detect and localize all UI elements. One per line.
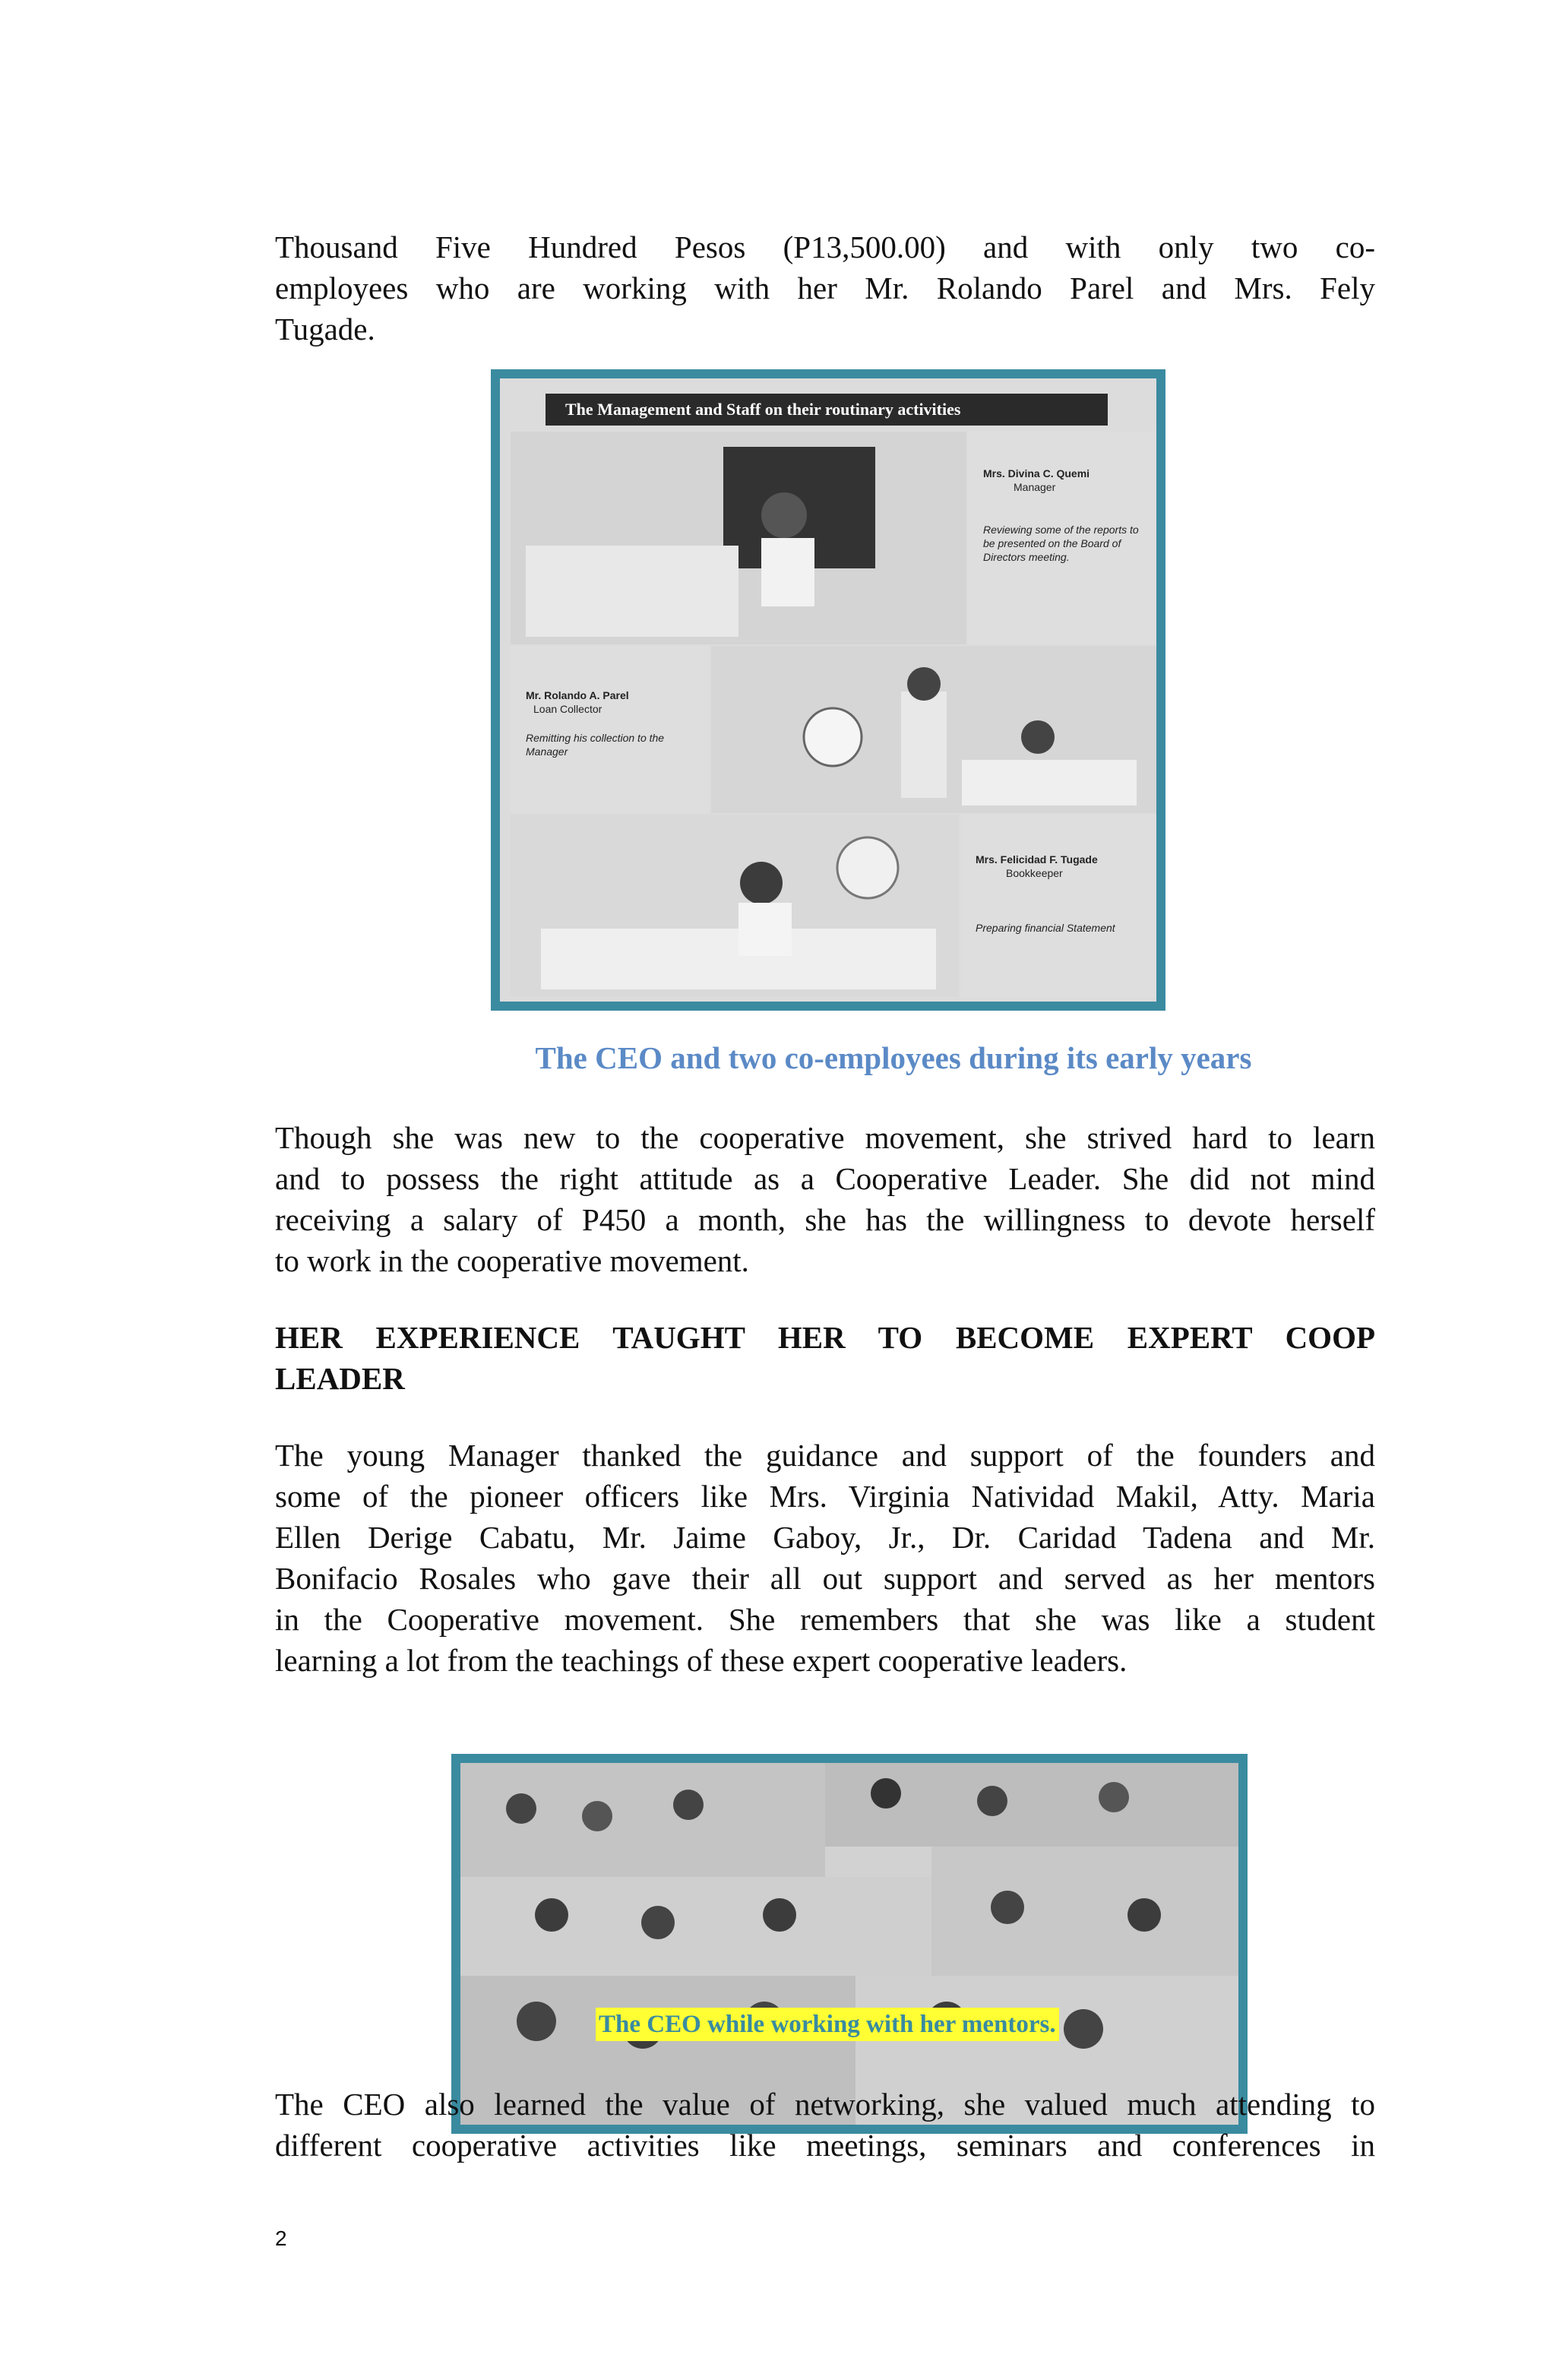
paragraph-line: in the Cooperative movement. She remembers that she was like a student (275, 1602, 1375, 1637)
collector-role: Loan Collector (533, 703, 602, 715)
intro-line: Tugade. (275, 312, 375, 347)
intro-line: employees who are working with her Mr. Rolando Parel and Mrs. Fely (275, 271, 1375, 305)
bookkeeper-name: Mrs. Felicidad F. Tugade (976, 853, 1098, 866)
staff-photo-collage (491, 369, 1165, 1011)
collector-photo (711, 646, 1159, 813)
intro-paragraph (275, 226, 1375, 350)
figure1-caption: The CEO and two co-employees during its early years (535, 1040, 1252, 1075)
collector-photo-illustration (711, 646, 1159, 813)
paragraph-line: receiving a salary of P450 a month, she has the willingness to devote herself (275, 1202, 1375, 1237)
paragraph-3 (275, 1435, 1375, 1681)
manager-role: Manager (1014, 481, 1056, 493)
manager-name: Mrs. Divina C. Quemi (983, 467, 1090, 479)
bookkeeper-activity: Preparing financial Statement (976, 922, 1115, 934)
collector-name: Mr. Rolando A. Parel (526, 689, 629, 701)
page-number: 2 (275, 2227, 287, 2250)
paragraph-line: Bonifacio Rosales who gave their all out support and served as her mentors (275, 1561, 1375, 1596)
collector-activity: Remitting his collection to the Manager (526, 732, 665, 758)
mentors-photo-collage (451, 1754, 1248, 2134)
paragraph-line: different cooperative activities like meetings, seminars and conferences in (275, 2128, 1375, 2163)
manager-activity: Reviewing some of the reports to be presented on the Board of Directors meeting. (983, 524, 1139, 563)
paragraph-line: The CEO also learned the value of networking, she valued much attending to (275, 2087, 1375, 2122)
paragraph-line: Ellen Derige Cabatu, Mr. Jaime Gaboy, Jr., Dr. Caridad Tadena and Mr. (275, 1520, 1375, 1555)
heading-line: HER EXPERIENCE TAUGHT HER TO BECOME EXPERT COOP (275, 1320, 1375, 1355)
paragraph-line: and to possess the right attitude as a Cooperative Leader. She did not mind (275, 1161, 1375, 1196)
manager-caption-panel (968, 432, 1159, 644)
bookkeeper-photo-illustration (511, 815, 959, 997)
bookkeeper-role: Bookkeeper (1006, 867, 1063, 879)
paragraph-line: some of the pioneer officers like Mrs. Virginia Natividad Makil, Atty. Maria (275, 1479, 1375, 1514)
manager-photo-illustration (511, 432, 966, 644)
section-heading (275, 1317, 1375, 1399)
heading-line: LEADER (275, 1361, 405, 1396)
bookkeeper-photo (511, 815, 959, 997)
paragraph-4 (275, 2084, 1375, 2166)
figure2-caption: The CEO while working with her mentors. (596, 2008, 1059, 2041)
paragraph-line: The young Manager thanked the guidance and support of the founders and (275, 1438, 1375, 1473)
bookkeeper-caption-panel (960, 815, 1159, 997)
mentors-photo-illustration (460, 1763, 1238, 2125)
collage-title: The Management and Staff on their routinary activities (546, 394, 1108, 426)
collector-caption-panel (511, 646, 710, 813)
paragraph-line: to work in the cooperative movement. (275, 1243, 749, 1278)
paragraph-2 (275, 1117, 1375, 1281)
paragraph-line: Though she was new to the cooperative movement, she strived hard to learn (275, 1120, 1375, 1155)
paragraph-line: learning a lot from the teachings of these expert cooperative leaders. (275, 1643, 1127, 1678)
intro-line: Thousand Five Hundred Pesos (P13,500.00) and with only two co- (275, 229, 1375, 264)
manager-photo (511, 432, 966, 644)
